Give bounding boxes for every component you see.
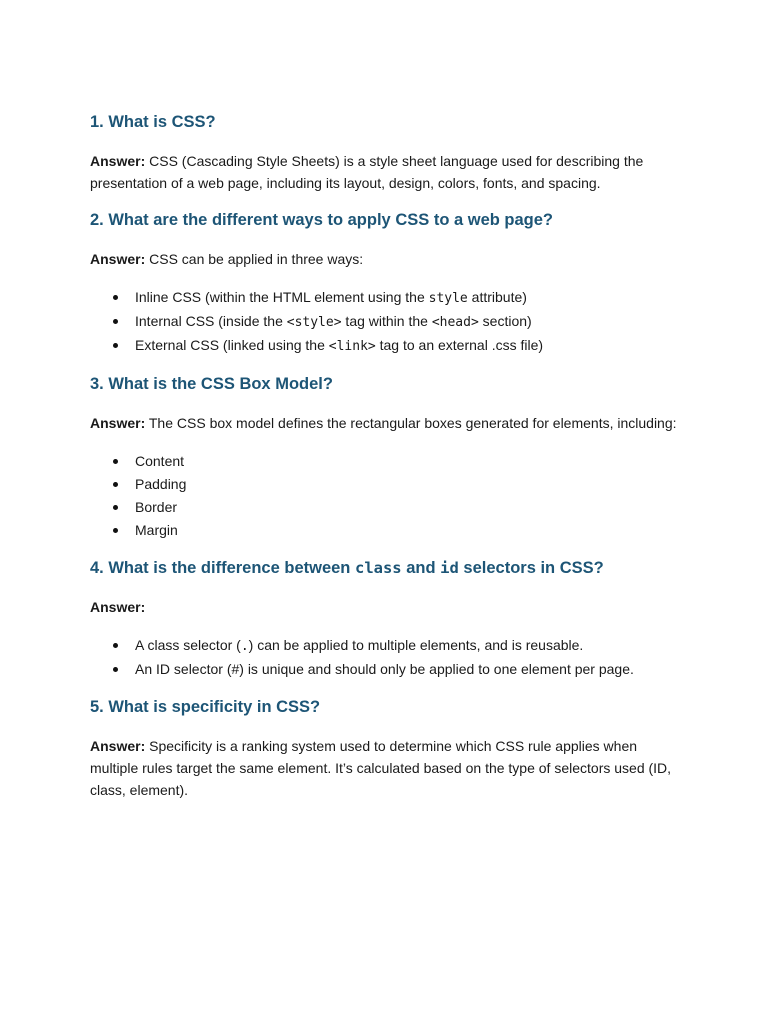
inline-code: <head> — [431, 315, 479, 330]
inline-code: <style> — [286, 315, 342, 330]
question-4-answer — [90, 596, 682, 618]
question-4-heading: 4. What is the difference between class and id selectors in CSS? — [90, 559, 604, 577]
list-item: Margin — [135, 519, 682, 542]
question-3-heading: 3. What is the CSS Box Model? — [90, 375, 333, 393]
question-3-answer — [90, 412, 682, 434]
question-5-heading: 5. What is specificity in CSS? — [90, 698, 321, 716]
question-2-heading: 2. What are the different ways to apply CSS to a web page? — [90, 211, 554, 229]
answer-label: Answer: — [90, 599, 146, 615]
question-1-answer — [90, 150, 682, 194]
inline-code: <link> — [328, 339, 376, 354]
answer-text: Specificity is a ranking system used to determine which CSS rule applies when multiple rules target the same element. It’s calculated based on the type of selectors used (ID, class, element). — [90, 738, 672, 798]
list-item: Internal CSS (inside the <style> tag within the <head> section) — [135, 310, 682, 334]
answer-text: CSS can be applied in three ways: — [149, 251, 364, 267]
list-item: An ID selector (#) is unique and should only be applied to one element per page. — [135, 658, 682, 681]
list-item: Content — [135, 450, 682, 473]
answer-label: Answer: — [90, 415, 146, 431]
answer-label: Answer: — [90, 251, 146, 267]
answer-label: Answer: — [90, 738, 146, 754]
inline-code: style — [428, 291, 468, 306]
answer-text: CSS (Cascading Style Sheets) is a style sheet language used for describing the presentation of a web page, including its layout, design, colors, fonts, and spacing. — [90, 153, 644, 191]
answer-label: Answer: — [90, 153, 146, 169]
list-item: Padding — [135, 473, 682, 496]
document-page — [90, 108, 682, 801]
apply-methods-list — [90, 286, 682, 358]
answer-text: The CSS box model defines the rectangular boxes generated for elements, including: — [148, 415, 677, 431]
selectors-list — [90, 634, 682, 681]
box-model-list — [90, 450, 682, 542]
question-1-heading: 1. What is CSS? — [90, 113, 216, 131]
list-item: External CSS (linked using the <link> tag to an external .css file) — [135, 334, 682, 358]
question-2-answer — [90, 248, 682, 270]
question-5-answer — [90, 735, 682, 801]
list-item: A class selector (.) can be applied to multiple elements, and is reusable. — [135, 634, 682, 658]
inline-code: . — [240, 639, 249, 654]
list-item: Inline CSS (within the HTML element using the style attribute) — [135, 286, 682, 310]
inline-code: id — [440, 559, 459, 577]
inline-code: class — [354, 559, 402, 577]
list-item: Border — [135, 496, 682, 519]
